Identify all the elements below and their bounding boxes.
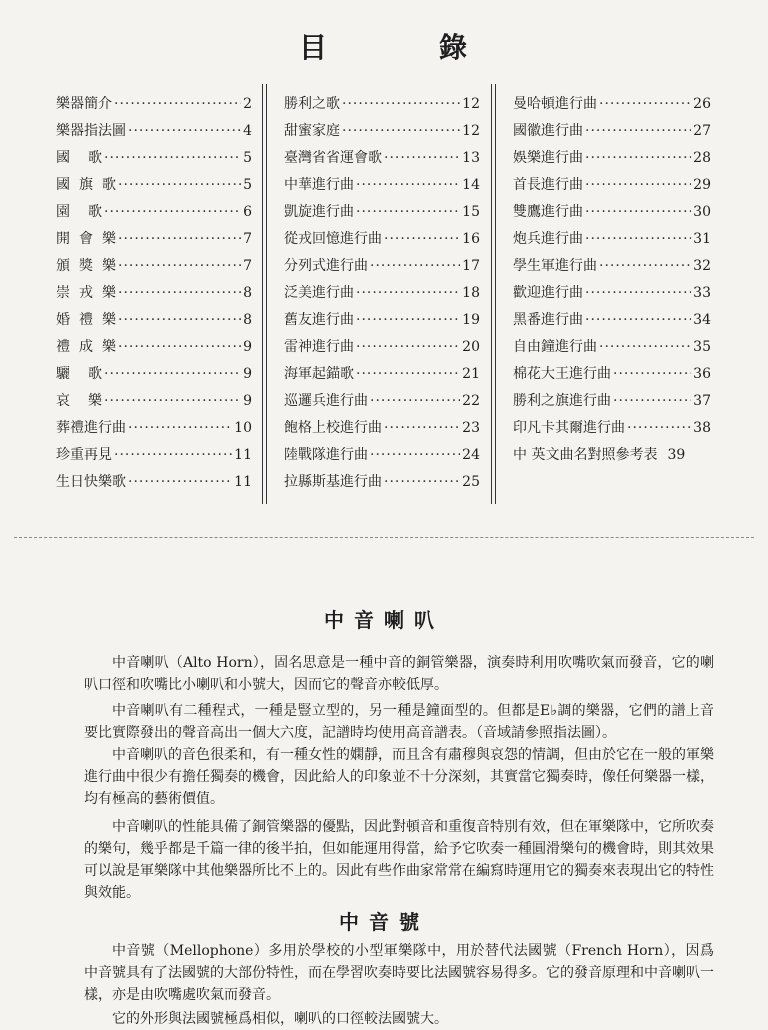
- toc-entry-page: 9: [243, 366, 252, 382]
- toc-entry-title: 中 英文曲名對照參考表: [513, 447, 658, 463]
- toc-entry-page: 8: [243, 312, 252, 328]
- toc-entry-page: 5: [243, 150, 252, 166]
- toc-entry-title: 驪 歌: [56, 366, 102, 382]
- toc-entry[interactable]: [284, 147, 480, 174]
- toc-entry-title: 從戎回憶進行曲: [284, 231, 382, 247]
- toc-entry-page: 25: [462, 474, 480, 490]
- toc-column-3: [513, 93, 711, 471]
- toc-title-char: 錄: [439, 31, 470, 64]
- toc-entry-title: 首長進行曲: [513, 177, 583, 193]
- toc-title: [0, 26, 768, 66]
- toc-entry-title: 臺灣省省運會歌: [284, 150, 382, 166]
- toc-column-2: [284, 93, 480, 498]
- toc-entry-title: 崇 戎 樂: [56, 285, 116, 301]
- toc-entry-title: 雷神進行曲: [284, 339, 354, 355]
- toc-entry-page: 20: [462, 339, 480, 355]
- section-heading-alto-horn: 中音喇叭: [324, 608, 444, 632]
- toc-entry-title: 國 歌: [56, 150, 102, 166]
- toc-entry-page: 11: [234, 447, 252, 463]
- paragraph: 中音喇叭（Alto Horn），固名思意是一種中音的銅管樂器，演奏時利用吹嘴吹氣而發音，它的喇叭口徑和吹嘴比小喇叭和小號大，因而它的聲音亦較低厚。: [84, 655, 714, 693]
- toc-leader-dots: [585, 123, 691, 139]
- toc-entry-title: 開 會 樂: [56, 231, 116, 247]
- toc-entry-title: 婚 禮 樂: [56, 312, 116, 328]
- toc-entry-title: 中華進行曲: [284, 177, 354, 193]
- toc-entry[interactable]: [56, 336, 252, 363]
- toc-entry-title: 炮兵進行曲: [513, 231, 583, 247]
- toc-entry-page: 31: [693, 231, 711, 247]
- toc-entry[interactable]: [513, 309, 711, 336]
- toc-entry-page: 32: [693, 258, 711, 274]
- toc-entry-page: 18: [462, 285, 480, 301]
- toc-leader-dots: [118, 231, 241, 247]
- toc-leader-dots: [118, 339, 241, 355]
- toc-entry[interactable]: [284, 201, 480, 228]
- toc-entry-page: 34: [693, 312, 711, 328]
- toc-leader-dots: [384, 150, 460, 166]
- toc-entry-title: 樂器簡介: [56, 96, 112, 112]
- toc-entry[interactable]: [513, 255, 711, 282]
- paragraph: 中音喇叭的音色很柔和，有一種女性的嫻靜，而且含有肅穆與哀怨的情調，但由於它在一般的軍樂進行曲中很少有擔任獨奏的機會，因此給人的印象並不十分深刻，其實當它獨奏時，像任何樂器一樣，均有極高的藝術價值。: [84, 747, 714, 807]
- toc-entry-page: 39: [667, 447, 686, 463]
- toc-entry[interactable]: [284, 93, 480, 120]
- toc-entry-title: 勝利之歌: [284, 96, 340, 112]
- toc-leader-dots: [356, 366, 460, 382]
- toc-entry[interactable]: [56, 93, 252, 120]
- column-divider: [266, 84, 267, 504]
- toc-entry-page: 24: [462, 447, 480, 463]
- toc-entry-title: 拉縣斯基進行曲: [284, 474, 382, 490]
- toc-leader-dots: [585, 150, 691, 166]
- toc-leader-dots: [118, 177, 241, 193]
- section-heading-mellophone: 中音號: [339, 910, 429, 934]
- toc-entry[interactable]: [513, 336, 711, 363]
- toc-entry-page: 9: [243, 393, 252, 409]
- toc-column-1: [56, 93, 252, 498]
- toc-entry-title: 舊友進行曲: [284, 312, 354, 328]
- toc-entry[interactable]: [56, 417, 252, 444]
- toc-entry[interactable]: [56, 147, 252, 174]
- toc-entry[interactable]: [284, 390, 480, 417]
- toc-entry-title: 飽格上校進行曲: [284, 420, 382, 436]
- toc-entry-title: 珍重再見: [56, 447, 112, 463]
- toc-entry-title: 葬禮進行曲: [56, 420, 126, 436]
- toc-entry-title: 陸戰隊進行曲: [284, 447, 368, 463]
- toc-entry-title: 娛樂進行曲: [513, 150, 583, 166]
- toc-leader-dots: [370, 393, 460, 409]
- toc-entry-page: 15: [462, 204, 480, 220]
- toc-leader-dots: [585, 177, 691, 193]
- toc-entry[interactable]: [284, 174, 480, 201]
- toc-entry[interactable]: [56, 390, 252, 417]
- toc-entry[interactable]: [513, 417, 711, 444]
- toc-entry-title: 歡迎進行曲: [513, 285, 583, 301]
- toc-entry-title: 禮 成 樂: [56, 339, 116, 355]
- toc-entry-page: 10: [234, 420, 252, 436]
- toc-entry-title: 樂器指法圖: [56, 123, 126, 139]
- toc-leader-dots: [613, 393, 691, 409]
- toc-entry[interactable]: [284, 417, 480, 444]
- toc-entry-page: 33: [693, 285, 711, 301]
- toc-entry[interactable]: [56, 282, 252, 309]
- toc-leader-dots: [585, 285, 691, 301]
- toc-entry[interactable]: [284, 444, 480, 471]
- toc-entry[interactable]: [56, 309, 252, 336]
- toc-entry-page: 35: [693, 339, 711, 355]
- toc-entry-page: 13: [462, 150, 480, 166]
- toc-entry-page: 21: [462, 366, 480, 382]
- toc-entry-title: 國徽進行曲: [513, 123, 583, 139]
- toc-leader-dots: [114, 447, 232, 463]
- toc-leader-dots: [370, 258, 460, 274]
- paragraph: 中音號（Mellophone）多用於學校的小型軍樂隊中，用於替代法國號（French Horn），因爲中音號具有了法國號的大部份特性，而在學習吹奏時要比法國號容易得多。它的發音原理和中音喇叭一樣，亦是由吹嘴處吹氣而發音。: [84, 943, 714, 1003]
- toc-entry-title: 泛美進行曲: [284, 285, 354, 301]
- toc-leader-dots: [128, 420, 232, 436]
- toc-leader-dots: [585, 231, 691, 247]
- toc-entry-title: 曼哈頓進行曲: [513, 96, 597, 112]
- toc-entry-page: 11: [234, 474, 252, 490]
- toc-entry-page: 27: [693, 123, 711, 139]
- toc-entry[interactable]: [56, 228, 252, 255]
- toc-entry-title: 巡邏兵進行曲: [284, 393, 368, 409]
- toc-leader-dots: [370, 447, 460, 463]
- paragraph: 中音喇叭的性能具備了銅管樂器的優點，因此對頓音和重復音特別有效，但在軍樂隊中，它所吹奏的樂句，幾乎都是千篇一律的後半拍，但如能運用得當，給予它吹奏一種圓滑樂句的機會時，則其效果可以說是軍樂隊中其他樂器所比不上的。因此有些作曲家常常在編寫時運用它的獨奏來表現出它的特性與效能。: [84, 819, 714, 901]
- section-divider: [14, 537, 754, 538]
- toc-entry[interactable]: [284, 255, 480, 282]
- toc-leader-dots: [118, 285, 241, 301]
- toc-leader-dots: [384, 474, 460, 490]
- toc-leader-dots: [356, 177, 460, 193]
- toc-leader-dots: [356, 285, 460, 301]
- toc-entry-title: 棉花大王進行曲: [513, 366, 611, 382]
- toc-leader-dots: [384, 420, 460, 436]
- toc-entry-page: 37: [693, 393, 711, 409]
- toc-leader-dots: [118, 312, 241, 328]
- toc-entry-title: 印凡卡其爾進行曲: [513, 420, 625, 436]
- toc-entry-title: 頒 獎 樂: [56, 258, 116, 274]
- toc-entry[interactable]: [513, 174, 711, 201]
- column-divider: [495, 84, 496, 504]
- toc-entry-page: 22: [462, 393, 480, 409]
- toc-leader-dots: [599, 96, 691, 112]
- toc-entry-title: 園 歌: [56, 204, 102, 220]
- toc-entry-title: 自由鐘進行曲: [513, 339, 597, 355]
- toc-entry-page: 19: [462, 312, 480, 328]
- toc-leader-dots: [114, 96, 241, 112]
- toc-leader-dots: [128, 474, 232, 490]
- toc-entry[interactable]: [513, 363, 711, 390]
- toc-entry-page: 9: [243, 339, 252, 355]
- toc-entry-title: 國 旗 歌: [56, 177, 116, 193]
- toc-entry[interactable]: [56, 444, 252, 471]
- toc-entry[interactable]: [56, 174, 252, 201]
- toc-entry[interactable]: [513, 201, 711, 228]
- toc-leader-dots: [342, 123, 460, 139]
- toc-entry-page: 17: [462, 258, 480, 274]
- toc-entry[interactable]: [56, 201, 252, 228]
- toc-entry[interactable]: [56, 255, 252, 282]
- toc-entry-page: 6: [243, 204, 252, 220]
- toc-entry-page: 16: [462, 231, 480, 247]
- toc-entry[interactable]: [513, 444, 711, 471]
- toc-title-char: 目: [298, 31, 329, 64]
- toc-entry[interactable]: [513, 93, 711, 120]
- toc-entry-page: 8: [243, 285, 252, 301]
- toc-entry[interactable]: [56, 471, 252, 498]
- toc-entry-title: 甜蜜家庭: [284, 123, 340, 139]
- toc-leader-dots: [128, 123, 241, 139]
- paragraph: 中音喇叭有二種程式，一種是豎立型的，另一種是鐘面型的。但都是E♭調的樂器，它們的譜上音要比實際發出的聲音高出一個大六度，記譜時均使用高音譜表。（音域請參照指法圖）。: [84, 703, 714, 741]
- toc-entry[interactable]: [56, 120, 252, 147]
- toc-entry-page: 29: [693, 177, 711, 193]
- toc-entry[interactable]: [56, 363, 252, 390]
- toc-leader-dots: [356, 204, 460, 220]
- paragraph: 它的外形與法國號極爲相似，喇叭的口徑較法國號大。: [112, 1011, 448, 1027]
- toc-leader-dots: [118, 258, 241, 274]
- toc-leader-dots: [599, 339, 691, 355]
- toc-leader-dots: [342, 96, 460, 112]
- toc-leader-dots: [585, 312, 691, 328]
- toc-leader-dots: [104, 150, 241, 166]
- toc-entry[interactable]: [284, 336, 480, 363]
- toc-entry[interactable]: [284, 120, 480, 147]
- toc-entry[interactable]: [513, 147, 711, 174]
- toc-leader-dots: [384, 231, 460, 247]
- toc-entry-title: 凱旋進行曲: [284, 204, 354, 220]
- toc-entry-title: 雙鷹進行曲: [513, 204, 583, 220]
- toc-entry-page: 26: [693, 96, 711, 112]
- toc-entry-title: 哀 樂: [56, 393, 102, 409]
- toc-entry-title: 生日快樂歌: [56, 474, 126, 490]
- toc-entry-page: 5: [243, 177, 252, 193]
- toc-entry[interactable]: [513, 228, 711, 255]
- column-divider: [491, 84, 492, 504]
- toc-entry-title: 黑番進行曲: [513, 312, 583, 328]
- toc-leader-dots: [356, 339, 460, 355]
- toc-entry-page: 23: [462, 420, 480, 436]
- toc-entry-page: 14: [462, 177, 480, 193]
- toc-entry-page: 7: [243, 258, 252, 274]
- toc-entry[interactable]: [513, 282, 711, 309]
- toc-leader-dots: [104, 204, 241, 220]
- toc-entry-page: 12: [462, 96, 480, 112]
- toc-leader-dots: [613, 366, 691, 382]
- toc-entry-title: 勝利之旗進行曲: [513, 393, 611, 409]
- toc-entry-page: 7: [243, 231, 252, 247]
- toc-entry-page: 30: [693, 204, 711, 220]
- toc-entry[interactable]: [284, 309, 480, 336]
- toc-entry[interactable]: [284, 363, 480, 390]
- toc-entry-page: 38: [693, 420, 711, 436]
- toc-entry[interactable]: [284, 282, 480, 309]
- toc-entry-title: 海軍起錨歌: [284, 366, 354, 382]
- toc-leader-dots: [104, 393, 241, 409]
- toc-entry[interactable]: [513, 120, 711, 147]
- toc-entry-page: 36: [693, 366, 711, 382]
- toc-entry-page: 28: [693, 150, 711, 166]
- toc-entry-page: 12: [462, 123, 480, 139]
- toc-entry-page: 2: [243, 96, 252, 112]
- toc-entry-title: 分列式進行曲: [284, 258, 368, 274]
- toc-entry-page: 4: [243, 123, 252, 139]
- toc-entry[interactable]: [284, 228, 480, 255]
- toc-leader-dots: [104, 366, 241, 382]
- toc-entry[interactable]: [284, 471, 480, 498]
- toc-leader-dots: [599, 258, 691, 274]
- toc-leader-dots: [627, 420, 691, 436]
- toc-leader-dots: [585, 204, 691, 220]
- column-divider: [262, 84, 263, 504]
- toc-leader-dots: [356, 312, 460, 328]
- toc-entry[interactable]: [513, 390, 711, 417]
- toc-entry-title: 學生軍進行曲: [513, 258, 597, 274]
